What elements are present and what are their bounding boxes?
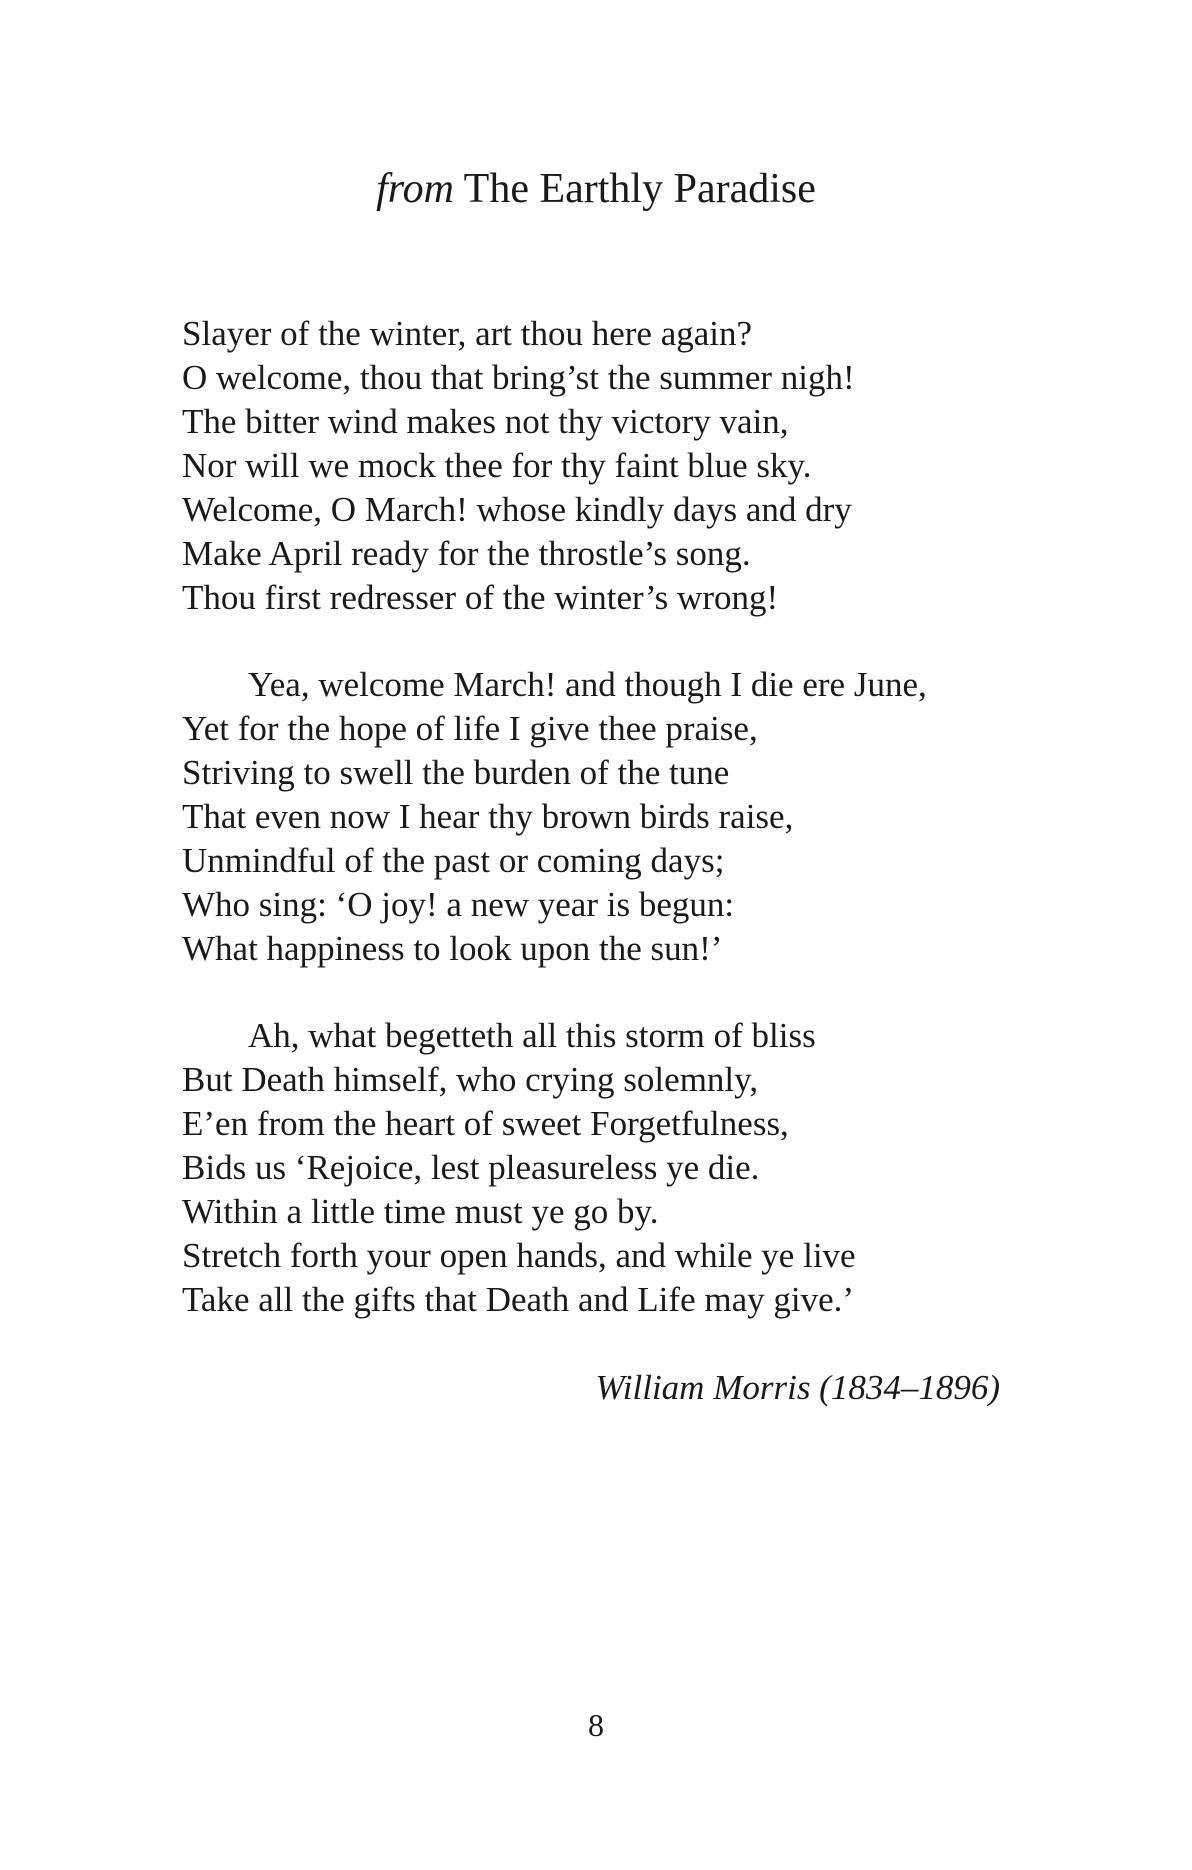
- poem-line: Make April ready for the throstle’s song.: [182, 534, 751, 573]
- stanza-2: [182, 663, 1082, 971]
- poem-title: [0, 168, 1192, 210]
- title-prefix: from: [376, 166, 454, 212]
- poem-line: O welcome, thou that bring’st the summer nigh!: [182, 358, 855, 397]
- poem-line: Take all the gifts that Death and Life may give.’: [182, 1280, 855, 1319]
- poem-line: Ah, what begetteth all this storm of bliss: [248, 1016, 816, 1055]
- stanza-3: [182, 1014, 1082, 1322]
- author-attribution: William Morris (1834–1896): [595, 1368, 1000, 1407]
- poem-line: Bids us ‘Rejoice, lest pleasureless ye die.: [182, 1148, 760, 1187]
- poem-line: Yea, welcome March! and though I die ere June,: [248, 665, 927, 704]
- poem-line: Unmindful of the past or coming days;: [182, 841, 725, 880]
- page-number: 8: [588, 1707, 604, 1743]
- poem-line: Thou first redresser of the winter’s wrong!: [182, 578, 779, 617]
- poem-line: Stretch forth your open hands, and while ye live: [182, 1236, 856, 1275]
- poem-line: Within a little time must ye go by.: [182, 1192, 659, 1231]
- poem-line: The bitter wind makes not thy victory vain,: [182, 402, 789, 441]
- poem-line: Yet for the hope of life I give thee praise,: [182, 709, 758, 748]
- poem-line: Nor will we mock thee for thy faint blue sky.: [182, 446, 812, 485]
- poem-line: Welcome, O March! whose kindly days and dry: [182, 490, 852, 529]
- poem-line: Who sing: ‘O joy! a new year is begun:: [182, 885, 735, 924]
- title-main: The Earthly Paradise: [453, 166, 816, 212]
- poem-line: E’en from the heart of sweet Forgetfulness,: [182, 1104, 789, 1143]
- poem-body: [182, 312, 1082, 1365]
- poem-line: That even now I hear thy brown birds raise,: [182, 797, 794, 836]
- stanza-1: [182, 312, 1082, 620]
- poem-line: Striving to swell the burden of the tune: [182, 753, 730, 792]
- poem-line: Slayer of the winter, art thou here again?: [182, 314, 753, 353]
- poem-line: What happiness to look upon the sun!’: [182, 929, 723, 968]
- poem-line: But Death himself, who crying solemnly,: [182, 1060, 759, 1099]
